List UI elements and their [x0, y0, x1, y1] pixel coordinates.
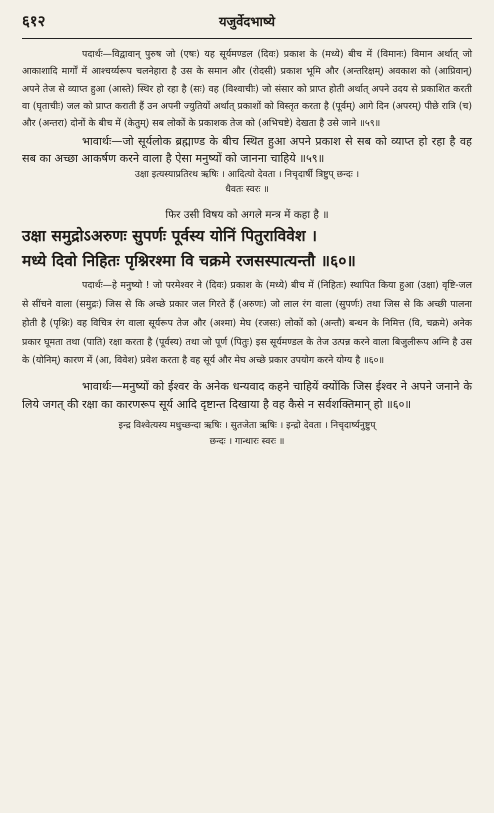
mantra-60 [22, 207, 472, 449]
header-rule [22, 38, 472, 39]
rishi-devata-line-61: इन्द्र विश्वेत्यस्य मधुच्छन्दा ऋषिः । सुतजेता ऋषिः । इन्द्रो देवता । निचृदार्ष्यनुष्टुप् [118, 420, 376, 431]
page-header [22, 10, 472, 32]
padartha-60: पदार्थः—हे मनुष्यो ! जो परमेश्वर ने (दिवः) प्रकाश के (मध्ये) बीच में (निहितः) स्थापित किया हुआ (उक्षा) वृष्टि-जल से सींचने वाला (समुद्रः) जिस से कि अच्छे प्रकार जल गिरते हैं (अरुणः) जो लाल रंग वाला (सुपर्णः) तथा जिस से कि अच्छी पालना होती है (पृश्निः) वह विचित्र रंग वाला सूर्यरूप तेज और (अश्मा) मेघ (रजसः) लोकों को (अन्तौ) बन्धन के निमित्त (वि, चक्रमे) अनेक प्रकार घूमता तथा (पाति) रक्षा करता है (पूर्वस्य) तथा जो पूर्ण (पितुः) इस सूर्यमण्डल के तेज उत्पन्न करने वाला बिजुलीरूप अग्नि है उस के (योनिम्) कारण में (आ, विवेश) प्रवेश करता है वह सूर्य और मेघ अच्छे प्रकार उपयोग करने योग्य है ॥६०॥ [22, 280, 472, 367]
page-number: ६१२ [22, 12, 46, 30]
padartha-59: पदार्थः—विद्वावान् पुरुष जो (एषः) यह सूर्यमण्डल (दिवः) प्रकाश के (मध्ये) बीच में (विमानः) विमान अर्थात् जो आकाशादि मार्गों में आश्चर्य्यरूप चलनेहारा है उस के समान और (रोदसी) प्रकाश भूमि और (अन्तरिक्षम्) अवकाश को (आप्रिवान्) अपने तेज से व्याप्त हुआ (आस्ते) स्थिर हो रहा है (सः) वह (विश्वाचीः) जो संसार को प्राप्त होती अर्थात् अपने उदय से प्रकाशित करती वा (घृताचीः) जल को प्राप्त कराती हैं उन अपनी ज्युतियों अर्थात् प्रकाशों को विस्तृत करता है (पूर्वम्) आगे दिन (अपरम्) पीछे रात्रि (च) और (अन्तरा) दोनों के बीच में (केतुम्) सब लोकों के प्रकाशक तेज को (अभिचष्टे) देखता है उसे जाने ॥५९॥ [22, 49, 472, 130]
mantra-intro: फिर उसी विषय को अगले मन्त्र में कहा है ॥ [165, 209, 329, 222]
mantra-verse-line-2: मध्ये दिवो निहितः पृश्निरश्मा वि चक्रमे रजसस्पात्यन्तौ ॥६०॥ [22, 251, 356, 271]
running-title: यजुर्वेदभाष्ये [219, 15, 275, 30]
mantra-verse-line-1: उक्षा समुद्रोऽअरुणः सुपर्णः पूर्वस्य योनिं पितुराविवेश । [22, 226, 318, 246]
svara-line-59: धैवतः स्वरः ॥ [225, 184, 269, 196]
bhavartha-59: भावार्थः—जो सूर्यलोक ब्रह्माण्ड के बीच स्थित हुआ अपने प्रकाश से सब को व्याप्त हो रहा है वह सब का अच्छा आकर्षण करने वाला है ऐसा मनुष्यों को जानना चाहिये ॥५९॥ [22, 135, 472, 166]
rishi-devata-line-59: उक्षा इत्यस्याप्रतिरथ ऋषिः । आदित्यो देवता । निचृदार्षी त्रिष्टुप् छन्दः । [134, 169, 360, 181]
bhavartha-60: भावार्थः—मनुष्यों को ईश्वर के अनेक धन्यवाद कहने चाहियें क्योंकि जिस ईश्वर ने अपने जनाने के लिये जगत् की रक्षा का कारणरूप सूर्य आदि दृष्टान्त दिखाया है वह कैसे न सर्वशक्तिमान् हो ॥६०॥ [22, 380, 472, 411]
mantra-59-commentary [22, 46, 472, 197]
svara-line-61: छन्दः । गान्धारः स्वरः ॥ [209, 436, 285, 447]
